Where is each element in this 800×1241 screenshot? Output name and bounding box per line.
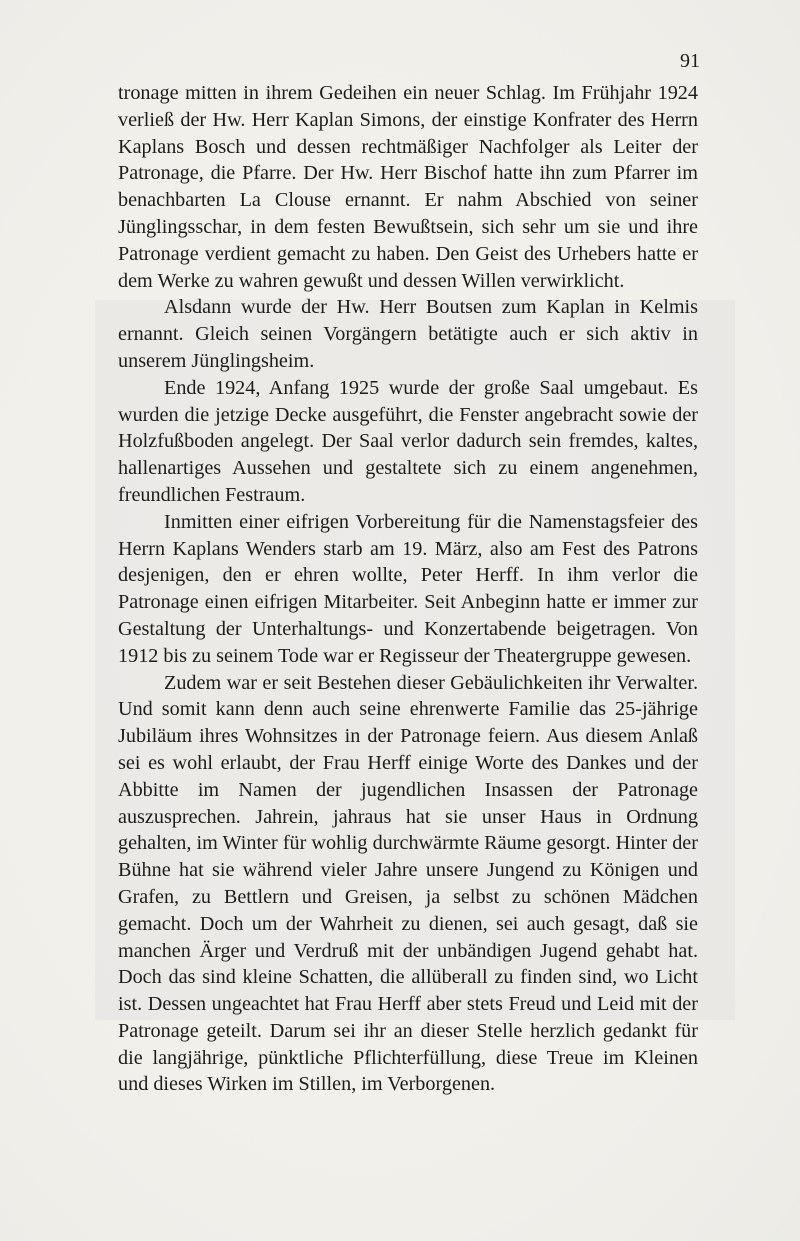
page-number: 91 — [680, 50, 700, 72]
paragraph-2: Alsdann wurde der Hw. Herr Boutsen zum Kaplan in Kelmis ernannt. Gleich seinen Vorgängern betätigte auch er sich aktiv in unserem Jünglingsheim. — [118, 296, 698, 372]
paragraph-3: Ende 1924, Anfang 1925 wurde der große Saal umgebaut. Es wurden die jetzige Decke ausgeführt, die Fenster angebracht sowie der Holzfußboden angelegt. Der Saal verlor dadurch sein fremdes, kaltes, hallenartiges Aussehen und gestaltete sich zu einem angenehmen, freundlichen Festraum. — [118, 376, 698, 506]
paragraph-1: tronage mitten in ihrem Gedeihen ein neuer Schlag. Im Frühjahr 1924 verließ der Hw. Herr Kaplan Simons, der einstige Konfrater des Herrn Kaplans Bosch und dessen rechtmäßiger Nachfolger als Leiter der Patronage, die Pfarre. Der Hw. Herr Bischof hatte ihn zum Pfarrer im benachbarten La Clouse ernannt. Er nahm Abschied von seiner Jünglingsschar, in dem festen Bewußtsein, sich sehr um sie und ihre Patronage verdient gemacht zu haben. Den Geist des Urhebers hatte er dem Werke zu wahren gewußt und dessen Willen verwirklicht. — [118, 82, 698, 292]
body-text — [118, 80, 698, 1098]
paragraph-4: Inmitten einer eifrigen Vorbereitung für die Namenstagsfeier des Herrn Kaplans Wenders starb am 19. März, also am Fest des Patrons desjenigen, den er ehren wollte, Peter Herff. In ihm verlor die Patronage einen eifrigen Mitarbeiter. Seit Anbeginn hatte er immer zur Gestaltung der Unterhaltungs- und Konzertabende beigetragen. Von 1912 bis zu seinem Tode war er Regisseur der Theatergruppe gewesen. — [118, 510, 698, 667]
paragraph-5: Zudem war er seit Bestehen dieser Gebäulichkeiten ihr Verwalter. Und somit kann denn auch seine ehrenwerte Familie das 25-jährige Jubiläum ihres Wohnsitzes in der Patronage feiern. Aus diesem Anlaß sei es wohl erlaubt, der Frau Herff einige Worte des Dankes und der Abbitte im Namen der jugendlichen Insassen der Patronage auszusprechen. Jahrein, jahraus hat sie unser Haus in Ordnung gehalten, im Winter für wohlig durchwärmte Räume gesorgt. Hinter der Bühne hat sie während vieler Jahre unsere Jungend zu Königen und Grafen, zu Bettlern und Greisen, ja selbst zu schönen Mädchen gemacht. Doch um der Wahrheit zu dienen, sei auch gesagt, daß sie manchen Ärger und Verdruß mit der unbändigen Jugend gehabt hat. Doch das sind kleine Schatten, die allüberall zu finden sind, wo Licht ist. Dessen ungeachtet hat Frau Herff aber stets Freud und Leid mit der Patronage geteilt. Darum sei ihr an dieser Stelle herzlich gedankt für die langjährige, pünktliche Pflichterfüllung, diese Treue im Kleinen und dieses Wirken im Stillen, im Verborgenen. — [118, 671, 698, 1096]
